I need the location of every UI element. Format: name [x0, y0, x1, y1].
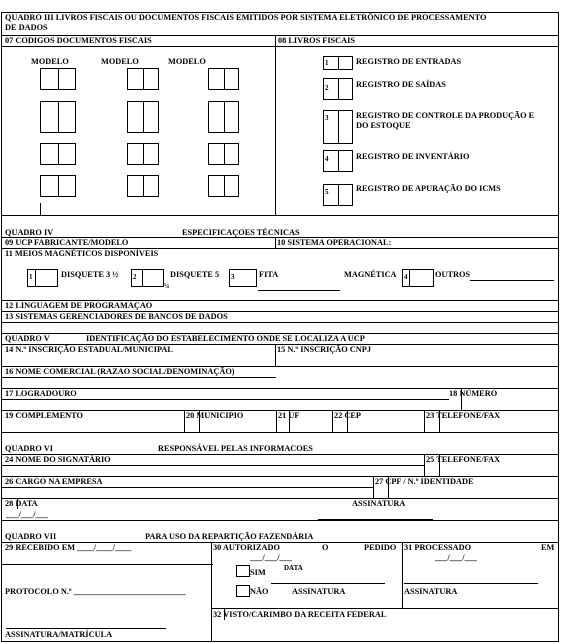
- divider: [184, 410, 185, 432]
- field-30-label: 30 AUTORIZADO: [213, 543, 280, 552]
- media-number-3: 3: [231, 273, 235, 281]
- divider: [1, 46, 559, 47]
- field-10-label: 10 SISTEMA OPERACIONAL:: [277, 238, 392, 247]
- quadro-4-heading: ESPECIFICAÇOES TÉCNICAS: [182, 228, 300, 237]
- divider: [1, 498, 559, 499]
- quadro-3-title-cont: DE DADOS: [5, 23, 48, 32]
- field-15-label: 15 N.º INSCRIÇÃO CNPJ: [277, 345, 372, 354]
- divider: [409, 269, 410, 287]
- divider: [388, 476, 389, 498]
- field-07-label: 07 CODIGOS DOCUMENTOS FISCAIS: [5, 36, 152, 45]
- field-25-label: 25 TELEFONE/FAX: [426, 455, 501, 464]
- divider: [1, 377, 276, 378]
- divider: [275, 35, 276, 215]
- divider: [1, 432, 559, 433]
- autorizado-signature-line[interactable]: [271, 583, 385, 584]
- modelo-code-box[interactable]: [208, 68, 239, 90]
- field-16-label: 16 NOME COMERCIAL (RAZAO SOCIAL/DENOMINAÇÃO): [5, 367, 235, 376]
- divider: [402, 542, 403, 608]
- field-19-label: 19 COMPLEMENTO: [5, 411, 83, 420]
- livro-label-producao: REGISTRO DE CONTROLE DA PRODUÇÃO E: [356, 111, 535, 120]
- modelo-code-box[interactable]: [40, 68, 76, 90]
- modelo-code-box[interactable]: [40, 143, 76, 165]
- quadro-7-heading: PARA USO DA REPARTIÇÃO FAZENDÁRIA: [145, 532, 314, 541]
- divider: [1, 564, 213, 565]
- media-disquete-35: DISQUETE 3 ½: [61, 270, 119, 279]
- divider: [289, 410, 290, 432]
- modelo-code-box[interactable]: [208, 143, 239, 165]
- divider: [332, 410, 333, 432]
- modelo-code-box[interactable]: [127, 175, 159, 197]
- divider: [275, 237, 276, 248]
- modelo-code-box[interactable]: [208, 175, 239, 197]
- assinatura-matricula-label: ASSINATURA/MATRÍCULA: [5, 630, 113, 639]
- media-number-1: 1: [29, 273, 33, 281]
- field-26-label: 26 CARGO NA EMPRESA: [5, 477, 103, 486]
- field-13-label: 13 SISTEMAS GERENCIADORES DE BANCOS DE DADOS: [5, 312, 228, 321]
- divider: [1, 487, 374, 488]
- field-17-label: 17 LOGRADOURO: [5, 389, 77, 398]
- modelo-code-box[interactable]: [40, 175, 76, 197]
- media-number-2: 2: [133, 273, 137, 281]
- modelo-code-box[interactable]: [208, 101, 239, 133]
- divider: [142, 269, 143, 287]
- processado-date[interactable]: ___/___/___: [435, 553, 477, 562]
- field-28-label: 28 DATA: [5, 499, 38, 508]
- date-field[interactable]: ___/___/___: [6, 510, 48, 519]
- divider: [211, 608, 559, 609]
- assinatura-31-label: ASSINATURA: [404, 587, 458, 596]
- quadro-7-title: QUADRO VII: [5, 532, 57, 541]
- modelo-label-1: MODELO: [31, 57, 69, 66]
- assinatura-label: ASSINATURA: [352, 499, 406, 508]
- field-31-em: EM: [541, 543, 555, 552]
- divider: [35, 269, 36, 287]
- autorizado-date[interactable]: ___/___/___: [250, 553, 292, 562]
- divider: [211, 542, 212, 642]
- field-27-label: 27 CPF / N.º IDENTIDADE: [375, 477, 474, 486]
- livro-number-2: 2: [325, 84, 329, 92]
- quadro-3-title: QUADRO III LIVROS FISCAIS OU DOCUMENTOS FISCAIS EMITIDOS POR SISTEMA ELETRÔNICO DE PROCESSAMENTO: [5, 13, 487, 22]
- divider: [439, 454, 440, 476]
- livro-number-4: 4: [325, 155, 329, 163]
- quadro-6-title: QUADRO VI: [5, 444, 54, 453]
- processado-signature-line[interactable]: [404, 583, 538, 584]
- field-18-label: 18 NÚMERO: [449, 389, 498, 398]
- divider: [347, 410, 348, 432]
- divider: [275, 344, 276, 366]
- quadro-4-title: QUADRO IV: [5, 228, 54, 237]
- field-11-label: 11 MEIOS MAGNÉTICOS DISPONÍVEIS: [5, 249, 159, 258]
- divider: [17, 498, 18, 509]
- livro-number-5: 5: [325, 188, 329, 196]
- divider: [224, 608, 225, 620]
- sim-checkbox[interactable]: [236, 565, 250, 577]
- field-24-label: 24 NOME DO SIGNATÁRIO: [5, 455, 111, 464]
- divider: [461, 388, 462, 410]
- livro-number-3: 3: [325, 114, 329, 122]
- nao-checkbox[interactable]: [236, 585, 250, 597]
- livro-label-inventario: REGISTRO DE INVENTÁRIO: [356, 152, 470, 161]
- modelo-label-3: MODELO: [168, 57, 206, 66]
- field-12-label: 12 LINGUAGEM DE PROGRAMAÇAO: [5, 301, 153, 310]
- field-30-pedido: PEDIDO: [364, 543, 397, 552]
- modelo-code-box[interactable]: [127, 143, 159, 165]
- protocolo-field[interactable]: PROTOCOLO N.º ___________________________: [5, 587, 186, 596]
- divider: [1, 520, 559, 521]
- divider: [1, 322, 559, 323]
- assinatura-30-label: ASSINATURA: [292, 587, 346, 596]
- tick-mark: [40, 203, 41, 215]
- divider: [199, 410, 200, 432]
- quadro-6-heading: RESPONSÁVEL PELAS INFORMACOES: [158, 444, 313, 453]
- media-number-4: 4: [404, 273, 408, 281]
- matricula-signature-line[interactable]: [6, 628, 166, 629]
- media-outros: OUTROS: [435, 270, 471, 279]
- media-disquete-5: DISQUETE 5: [170, 270, 220, 279]
- divider: [1, 215, 559, 216]
- divider: [439, 410, 440, 432]
- livro-label-producao-cont: DO ESTOQUE: [356, 121, 411, 130]
- sim-label: SIM: [250, 568, 266, 577]
- media-magnetica: MAGNÉTICA: [344, 270, 397, 279]
- field-22-label: 22 CEP: [334, 411, 361, 420]
- field-23-label: 23 TELEFONE/FAX: [426, 411, 501, 420]
- field-08-label: 08 LIVROS FISCAIS: [278, 36, 355, 45]
- data-label: DATA: [284, 564, 303, 572]
- livro-label-apuracao: REGISTRO DE APURAÇÃO DO ICMS: [356, 184, 501, 193]
- modelo-code-box[interactable]: [127, 68, 159, 90]
- livro-label-entradas: REGISTRO DE ENTRADAS: [356, 57, 462, 66]
- field-29-label[interactable]: 29 RECEBIDO EM ____/____/____: [5, 543, 132, 552]
- divider: [1, 399, 449, 400]
- nao-label: NÃO: [250, 587, 269, 596]
- field-14-label: 14 N.º INSCRIÇÃO ESTADUAL/MUNICIPAL: [5, 345, 173, 354]
- divider: [276, 410, 277, 432]
- fita-line: [258, 290, 340, 291]
- livro-label-saidas: REGISTRO DE SAÍDAS: [356, 80, 446, 89]
- divider: [1, 465, 425, 466]
- livro-number-1: 1: [325, 59, 329, 67]
- field-09-label: 09 UCP FABRICANTE/MODELO: [5, 238, 129, 247]
- modelo-code-box[interactable]: [127, 101, 159, 133]
- field-32-label: 32 VISTO/CARIMBO DA RECEITA FEDERAL: [213, 610, 387, 619]
- outros-line: [470, 280, 554, 281]
- field-30-o: O: [322, 543, 329, 552]
- field-31-label: 31 PROCESSADO: [404, 543, 472, 552]
- modelo-code-box[interactable]: [40, 101, 76, 133]
- divider: [424, 410, 425, 432]
- media-fita: FITA: [259, 270, 279, 279]
- media-quarter: ¼: [164, 282, 170, 290]
- quadro-5-heading: IDENTIFICAÇÃO DO ESTABELECIMENTO ONDE SE LOCALIZA A UCP: [86, 334, 365, 343]
- quadro-5-title: QUADRO V: [5, 334, 50, 343]
- field-21-label: 21 UF: [278, 411, 300, 420]
- modelo-label-2: MODELO: [101, 57, 139, 66]
- field-20-label: 20 MUNICIPIO: [186, 411, 244, 420]
